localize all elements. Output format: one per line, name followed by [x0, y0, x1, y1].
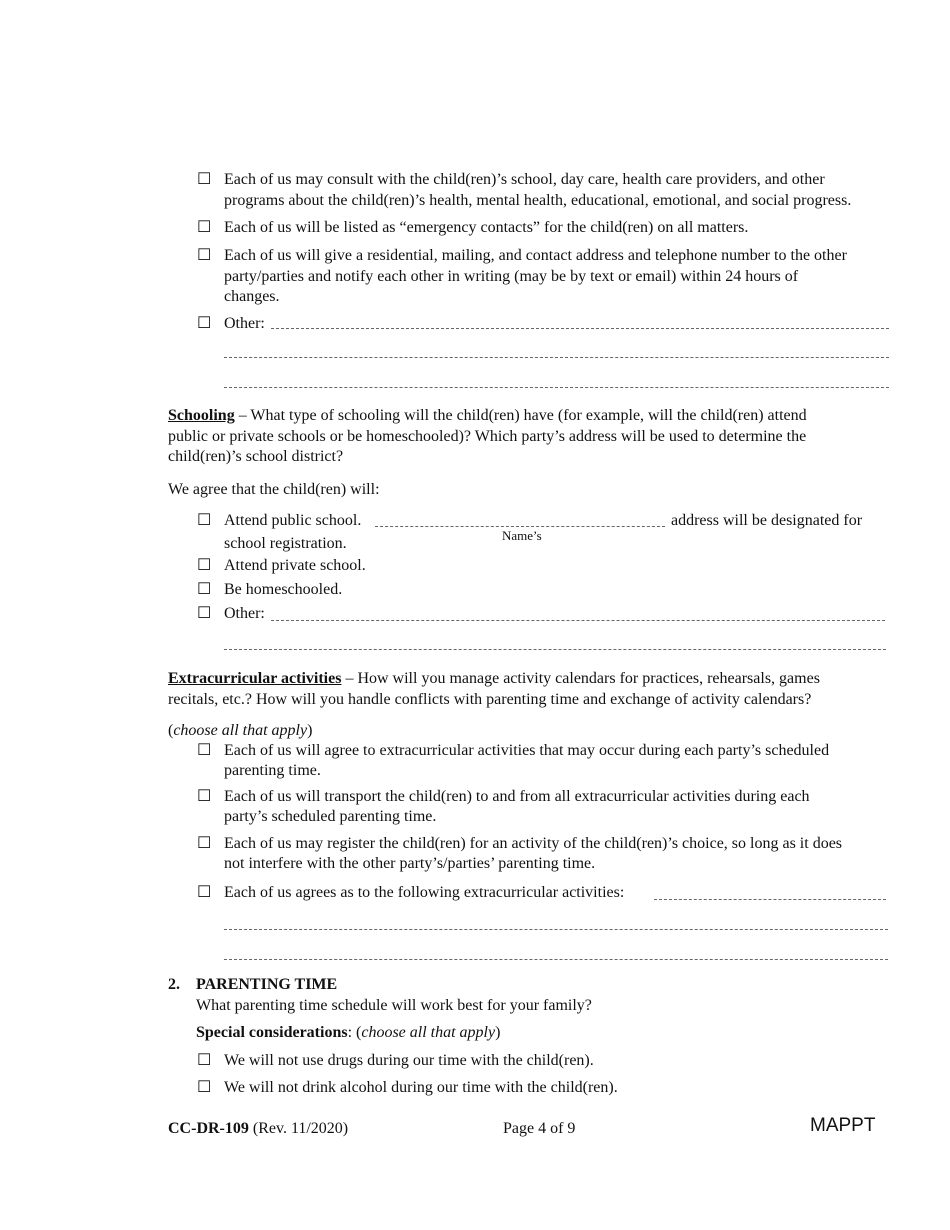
choose-open: ( — [168, 722, 174, 739]
extra-transport-line-1: Each of us will transport the child(ren) to and from all extracurricular activities during each — [224, 788, 810, 805]
other-decision-label: Other: — [224, 315, 265, 332]
checkbox-other-school[interactable]: ☐ — [197, 605, 212, 622]
other-decision-line-1[interactable] — [271, 328, 889, 329]
name-caption: Name’s — [502, 528, 542, 543]
footer-form-id — [168, 1119, 348, 1140]
other-school-line-2[interactable] — [224, 649, 886, 650]
address-line-3: changes. — [224, 288, 280, 305]
checkbox-homeschool[interactable]: ☐ — [197, 581, 212, 598]
consult-text — [224, 170, 896, 211]
choose-close: ) — [307, 722, 313, 739]
form-id: CC-DR-109 — [168, 1120, 249, 1137]
schooling-intro-line-1 — [168, 406, 898, 427]
checkbox-other-decision[interactable]: ☐ — [197, 315, 212, 332]
checkbox-extracurricular-agree[interactable]: ☐ — [197, 742, 212, 759]
extracurricular-agree-text — [224, 741, 896, 780]
special-considerations — [196, 1023, 500, 1044]
footer-page-number: Page 4 of 9 — [503, 1120, 576, 1137]
special-italic: choose all that apply — [361, 1024, 496, 1041]
checkbox-emergency-contacts[interactable]: ☐ — [197, 219, 212, 236]
schooling-intro-text-1: – What type of schooling will the child(ren) have (for example, will the child(ren) attend — [234, 407, 807, 424]
checkbox-address-notify[interactable]: ☐ — [197, 247, 212, 264]
extracurricular-intro — [168, 669, 898, 710]
other-school-line-1[interactable] — [271, 620, 885, 621]
schooling-intro-line-3: child(ren)’s school district? — [168, 448, 344, 465]
public-school-name-field[interactable] — [375, 526, 665, 527]
special-close: ) — [495, 1024, 501, 1041]
address-line-2: party/parties and notify each other in writing (may be by text or email) within 24 hours of — [224, 267, 799, 285]
checkbox-consult[interactable]: ☐ — [197, 171, 212, 188]
extracurricular-transport-text — [224, 787, 896, 826]
extracurricular-intro-line-2: recitals, etc.? How will you handle conflicts with parenting time and exchange of activity calendars? — [168, 690, 812, 708]
extracurricular-intro-text-1: – How will you manage activity calendars for practices, rehearsals, games — [341, 670, 820, 687]
extracurricular-following-line-2[interactable] — [224, 929, 888, 930]
extra-register-line-1: Each of us may register the child(ren) for an activity of the child(ren)’s choice, so long as it does — [224, 835, 843, 852]
section-2-number: 2. — [168, 976, 180, 993]
emergency-line-1: Each of us will be listed as “emergency contacts” for the child(ren) on all matters. — [224, 219, 749, 236]
extra-agree-line-2: parenting time. — [224, 761, 321, 779]
checkbox-private-school[interactable]: ☐ — [197, 557, 212, 574]
extracurricular-following-text: Each of us agrees as to the following extracurricular activities: — [224, 884, 625, 901]
other-decision-line-3[interactable] — [224, 387, 889, 388]
consult-line-2: programs about the child(ren)’s health, mental health, educational, emotional, and social progress. — [224, 191, 852, 209]
no-alcohol-text: We will not drink alcohol during our time with the child(ren). — [224, 1079, 618, 1096]
section-2-title: PARENTING TIME — [196, 976, 338, 993]
emergency-contacts-text — [224, 218, 896, 239]
choose-text: choose all that apply — [173, 722, 308, 739]
checkbox-public-school[interactable]: ☐ — [197, 512, 212, 529]
schooling-intro — [168, 406, 898, 468]
extra-transport-line-2: party’s scheduled parenting time. — [224, 807, 437, 825]
extracurricular-register-text — [224, 834, 896, 873]
special-colon: : ( — [347, 1024, 362, 1041]
schooling-heading: Schooling — [168, 407, 235, 424]
extracurricular-following-line-3[interactable] — [224, 959, 888, 960]
checkbox-extracurricular-transport[interactable]: ☐ — [197, 788, 212, 805]
consult-line-1: Each of us may consult with the child(ren)’s school, day care, health care providers, and other — [224, 171, 825, 188]
section-2-question: What parenting time schedule will work best for your family? — [196, 997, 592, 1014]
other-decision-line-2[interactable] — [224, 357, 889, 358]
choose-all-note — [168, 721, 312, 742]
schooling-intro-line-2: public or private schools or be homeschooled)? Which party’s address will be used to determine the — [168, 427, 807, 445]
schooling-agree: We agree that the child(ren) will: — [168, 481, 380, 498]
address-line-1: Each of us will give a residential, mailing, and contact address and telephone number to the other — [224, 247, 847, 264]
checkbox-no-alcohol[interactable]: ☐ — [197, 1079, 212, 1096]
extracurricular-intro-line-1 — [168, 669, 898, 690]
homeschool-label: Be homeschooled. — [224, 581, 343, 598]
footer-brand: MAPPT — [810, 1115, 876, 1136]
public-school-suffix: address will be designated for — [671, 512, 863, 529]
extra-agree-line-1: Each of us will agree to extracurricular activities that may occur during each party’s scheduled — [224, 742, 830, 759]
form-revision: (Rev. 11/2020) — [248, 1120, 349, 1137]
extracurricular-heading: Extracurricular activities — [168, 670, 342, 687]
extracurricular-following-line-1[interactable] — [654, 899, 886, 900]
public-school-line-2: school registration. — [224, 535, 347, 552]
extra-register-line-2: not interfere with the other party’s/parties’ parenting time. — [224, 854, 596, 872]
special-label: Special considerations — [196, 1024, 348, 1041]
checkbox-extracurricular-register[interactable]: ☐ — [197, 835, 212, 852]
public-school-label: Attend public school. — [224, 512, 362, 529]
checkbox-no-drugs[interactable]: ☐ — [197, 1052, 212, 1069]
other-school-label: Other: — [224, 605, 265, 622]
private-school-label: Attend private school. — [224, 557, 366, 574]
no-drugs-text: We will not use drugs during our time with the child(ren). — [224, 1052, 594, 1069]
address-notify-text — [224, 246, 896, 308]
checkbox-extracurricular-following[interactable]: ☐ — [197, 884, 212, 901]
